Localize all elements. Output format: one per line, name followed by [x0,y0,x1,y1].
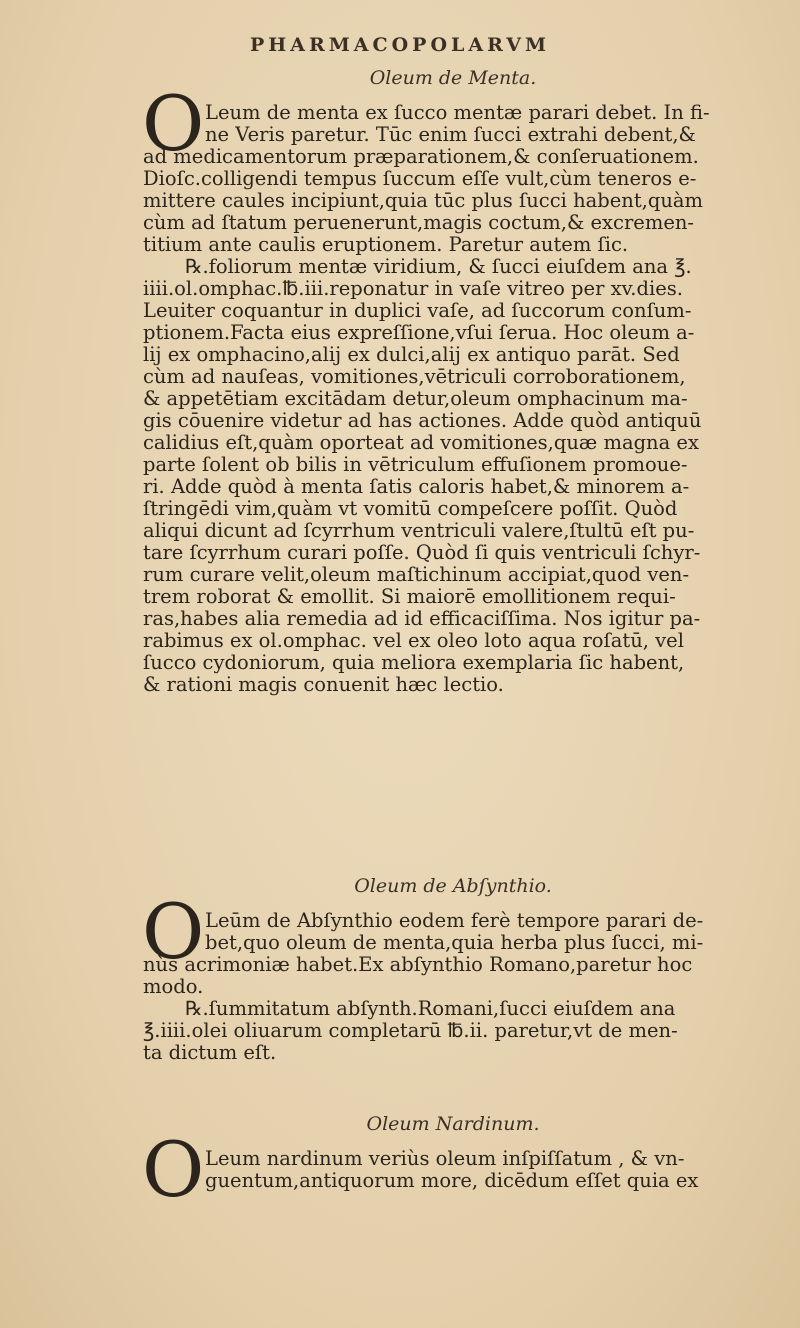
text-line: rum curare velit,oleum maſtichinum accipiat,quod ven- [143,564,690,586]
text-line: ſtringēdi vim,quàm vt vomitū compeſcere poſſit. Quòd [143,498,678,520]
dropcap-absynthio: O [142,887,205,976]
text-line: cùm ad ſtatum peruenerunt,magis coctum,& excremen- [143,212,695,234]
section-heading-nardinum: Oleum Nardinum. [366,1113,540,1135]
text-line: Dioſc.colligendi tempus ſuccum eſſe vult,cùm teneros e- [143,168,697,190]
section-heading-absynthio: Oleum de Abſynthio. [354,875,552,897]
dropcap-menta: O [142,79,205,168]
text-line: calidius eſt,quàm oporteat ad vomitiones,quæ magna ex [143,432,699,454]
text-line: nùs acrimoniæ habet.Ex abſynthio Romano,paretur hoc [143,954,693,976]
text-line: Leūm de Abſynthio eodem ferè tempore parari de- [205,910,704,932]
text-line: rabimus ex ol.omphac. vel ex oleo loto aqua roſatū, vel [143,630,684,652]
text-line: mittere caules incipiunt,quia tūc plus ſucci habent,quàm [143,190,704,212]
text-line: parte ſolent ob bilis in vētriculum effuſionem promoue- [143,454,688,476]
text-line: titium ante caulis eruptionem. Paretur autem ſic. [143,234,629,256]
text-line: tare ſcyrrhum curari poſſe. Quòd ſi quis ventriculi ſchyr- [143,542,701,564]
text-line: ta dictum eſt. [143,1042,277,1064]
text-line: cùm ad nauſeas, vomitiones,vētriculi corroborationem, [143,366,686,388]
text-line: ri. Adde quòd à menta ſatis caloris habet,& minorem a- [143,476,690,498]
text-line: iiii.ol.omphac.℔.iii.reponatur in vaſe vitreo per xv.dies. [143,278,683,300]
text-line: modo. [143,976,204,998]
text-line: lij ex omphacino,alij ex dulci,alij ex antiquo parāt. Sed [143,344,680,366]
text-block-nardinum [143,1148,763,1192]
text-line: & rationi magis conuenit hæc lectio. [143,674,504,696]
text-line: Leuiter coquantur in duplici vaſe, ad ſuccorum conſum- [143,300,692,322]
text-line: guentum,antiquorum more, dicēdum eſſet quia ex [205,1170,699,1192]
text-block-absynthio [143,910,763,1064]
running-head: PHARMACOPOLARVM [249,34,551,56]
text-line: Leum nardinum veriùs oleum inſpiſſatum , & vn- [205,1148,685,1170]
text-block-menta [143,102,763,696]
text-line: ſucco cydoniorum, quia meliora exemplaria ſic habent, [143,652,685,674]
text-line: ad medicamentorum præparationem,& conſeruationem. [143,146,699,168]
text-line: ras,habes alia remedia ad id efficaciſſima. Nos igitur pa- [143,608,701,630]
text-line: aliqui dicunt ad ſcyrrhum ventriculi valere,ſtultū eſt pu- [143,520,695,542]
text-line: ne Veris paretur. Tūc enim ſucci extrahi debent,& [205,124,696,146]
text-line: & appetētiam excitādam detur,oleum omphacinum ma- [143,388,688,410]
text-line: ℞.ſummitatum abſynth.Romani,ſucci eiuſdem ana [185,998,676,1020]
text-line: bet,quo oleum de menta,quia herba plus ſucci, mi- [205,932,704,954]
text-line: ptionem.Facta eius expreſſione,vſui ſerua. Hoc oleum a- [143,322,695,344]
text-line: gis cōuenire videtur ad has actiones. Adde quòd antiquū [143,410,702,432]
text-line: ℞.foliorum mentæ viridium, & ſucci eiuſdem ana ℥. [185,256,692,278]
dropcap-nardinum: O [142,1125,205,1214]
section-heading-menta: Oleum de Menta. [369,67,537,89]
text-line: trem roborat & emollit. Si maiorē emollitionem requi- [143,586,676,608]
text-line: ℥.iiii.olei oliuarum completarū ℔.ii. paretur,vt de men- [143,1020,678,1042]
text-line: Leum de menta ex ſucco mentæ parari debet. In fi- [205,102,710,124]
